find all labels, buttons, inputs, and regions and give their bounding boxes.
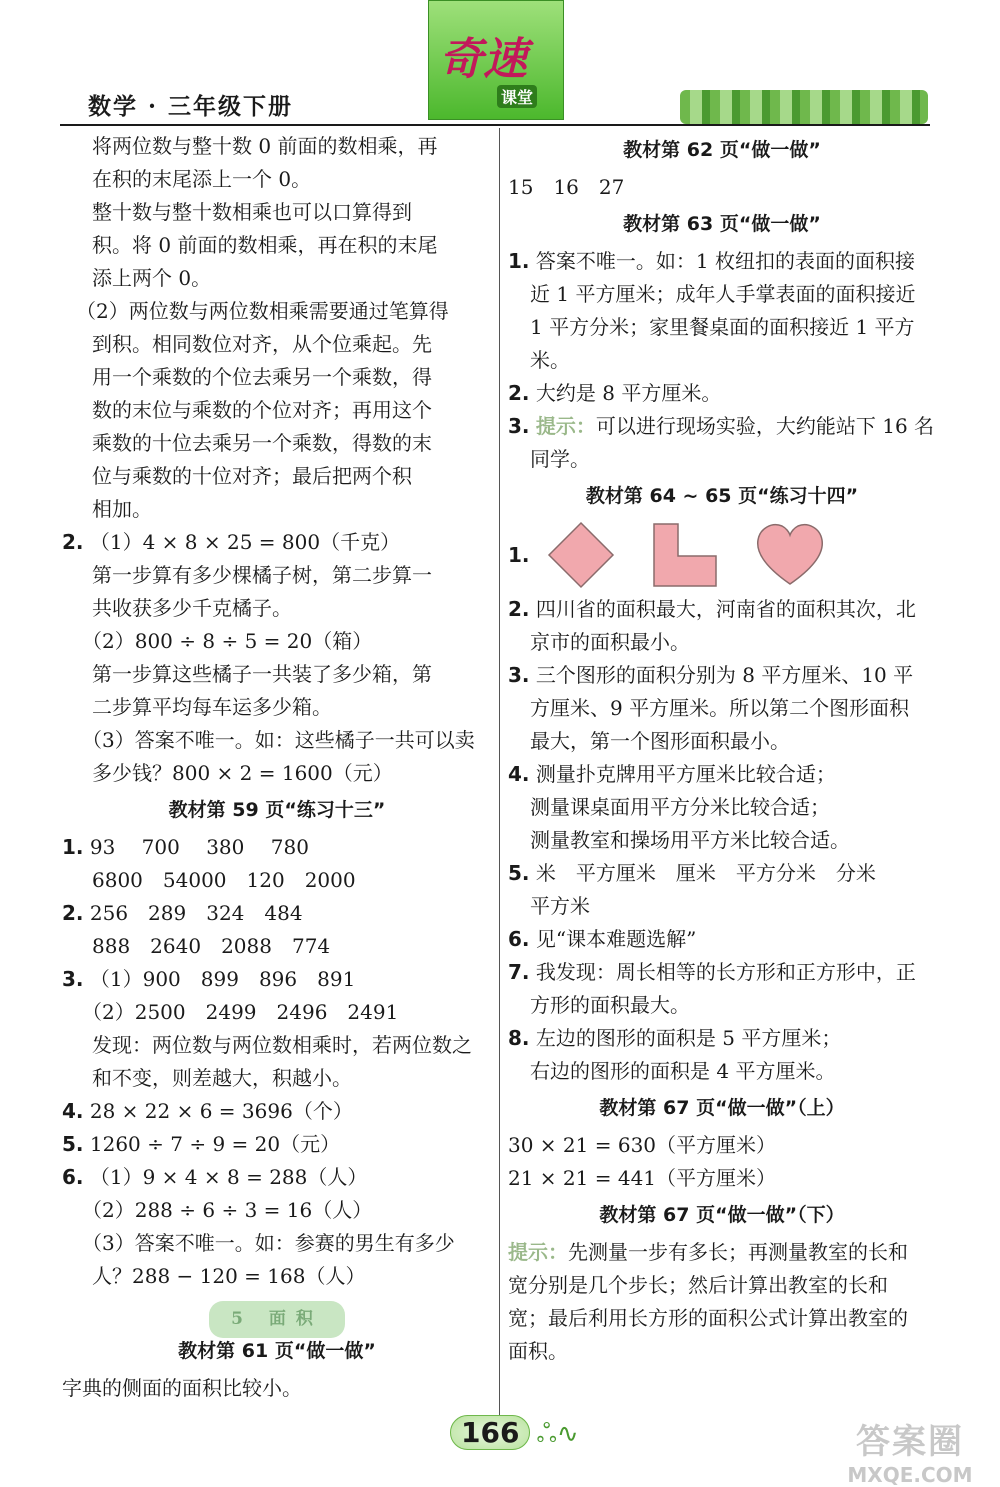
logo-text: 奇速 xyxy=(439,34,527,85)
swirl-icon: ஃ∿ xyxy=(536,1419,579,1449)
section-heading: 教材第 67 页“做一做”（上） xyxy=(599,1097,845,1119)
answer-text: 左边的图形的面积是 5 平方厘米； xyxy=(535,1026,842,1050)
chapter-heading xyxy=(62,1301,492,1331)
item-number: 5. xyxy=(62,1132,84,1156)
answer-item-4 xyxy=(62,1095,492,1128)
answer-text: 可以进行现场实验，大约能站下 16 名 xyxy=(595,414,935,438)
text-line: 平方米 xyxy=(530,894,590,918)
text-line: 将两位数与整十数 0 前面的数相乘，再 xyxy=(92,134,438,158)
text-line: 第一步算有多少棵橘子树，第二步算一 xyxy=(92,563,432,587)
text-line: （2）两位数与两位数相乘需要通过笔算得 xyxy=(76,299,449,323)
text-line: （2）2500 2499 2496 2491 xyxy=(82,1000,399,1024)
answer-text: 1260 ÷ 7 ÷ 9 = 20（元） xyxy=(89,1132,341,1156)
text-line: 发现：两位数与两位数相乘时，若两位数之 xyxy=(92,1033,472,1057)
text-line: 方厘米、9 平方厘米。所以第二个图形面积 xyxy=(530,696,910,720)
item-number: 1. xyxy=(62,835,84,859)
answer-text: 93 700 380 780 xyxy=(89,835,309,859)
answer-item-3 xyxy=(62,963,492,996)
brand-logo xyxy=(428,0,564,120)
stair-shape xyxy=(650,520,720,590)
answer-item-1 xyxy=(508,245,936,278)
text-line: 15 16 27 xyxy=(508,175,625,199)
answer-item-5 xyxy=(508,857,936,890)
hint-label: 提示： xyxy=(535,414,596,438)
diamond-shape xyxy=(546,520,616,590)
item-number: 3. xyxy=(62,967,84,991)
item-number: 6. xyxy=(62,1165,84,1189)
answer-item-6 xyxy=(62,1161,492,1194)
text-line: 多少钱？800 × 2 = 1600（元） xyxy=(92,761,393,785)
text-line: 位与乘数的十位对齐；最后把两个积 xyxy=(92,464,412,488)
text-line: 30 × 21 = 630（平方厘米） xyxy=(508,1133,777,1157)
text-line: 近 1 平方厘米；成年人手掌表面的面积接近 xyxy=(530,282,916,306)
text-line: 测量教室和操场用平方米比较合适。 xyxy=(530,828,850,852)
text-line: 最大，第一个图形面积最小。 xyxy=(530,729,790,753)
answer-text: （1）9 × 4 × 8 = 288（人） xyxy=(89,1165,368,1189)
text-line: 宽分别是几个步长；然后计算出教室的长和 xyxy=(508,1273,888,1297)
watermark-url: MXQE.COM xyxy=(847,1463,973,1487)
answer-text: 四川省的面积最大，河南省的面积其次，北 xyxy=(535,597,916,621)
answer-item-8 xyxy=(508,1022,936,1055)
answer-item-5 xyxy=(62,1128,492,1161)
text-line: 21 × 21 = 441（平方厘米） xyxy=(508,1166,777,1190)
item-number: 2. xyxy=(508,381,530,405)
text-line: 测量课桌面用平方分米比较合适； xyxy=(530,795,830,819)
page-header xyxy=(0,0,1000,128)
text-line: 京市的面积最小。 xyxy=(530,630,690,654)
page-number-value: 166 xyxy=(450,1415,530,1450)
text-line: 方形的面积最大。 xyxy=(530,993,690,1017)
text-line: 米。 xyxy=(530,348,570,372)
answer-item-6 xyxy=(508,923,936,956)
text-line: 数的末位与乘数的个位对齐；再用这个 xyxy=(92,398,432,422)
item-number: 7. xyxy=(508,960,530,984)
header-divider xyxy=(60,124,930,126)
watermark xyxy=(830,1414,990,1487)
item-number: 2. xyxy=(62,530,84,554)
hint-paragraph xyxy=(508,1236,936,1269)
answer-item-4 xyxy=(508,758,936,791)
left-column xyxy=(62,130,492,1405)
text-line: 和不变，则差越大，积越小。 xyxy=(92,1066,352,1090)
watermark-text: 答案圈 xyxy=(856,1422,964,1462)
text-line: 面积。 xyxy=(508,1339,568,1363)
text-line: （2）800 ÷ 8 ÷ 5 = 20（箱） xyxy=(82,629,373,653)
text-line: 字典的侧面的面积比较小。 xyxy=(62,1376,302,1400)
text-line: （2）288 ÷ 6 ÷ 3 = 16（人） xyxy=(82,1198,373,1222)
text-line: 用一个乘数的个位去乘另一个乘数，得 xyxy=(92,365,432,389)
text-line: （3）答案不唯一。如：这些橘子一共可以卖 xyxy=(82,728,475,752)
chapter-title: 5 面积 xyxy=(209,1301,345,1338)
text-line: 相加。 xyxy=(92,497,152,521)
text-line: 积。将 0 前面的数相乘，再在积的末尾 xyxy=(92,233,438,257)
item-number: 6. xyxy=(508,927,530,951)
answer-item-2 xyxy=(62,526,492,559)
answer-text: 256 289 324 484 xyxy=(89,901,303,925)
text-line: （3）答案不唯一。如：参赛的男生有多少 xyxy=(82,1231,455,1255)
section-heading: 教材第 64 ~ 65 页“练习十四” xyxy=(585,485,859,507)
text-line: 宽；最后利用长方形的面积公式计算出教室的 xyxy=(508,1306,908,1330)
answer-text: （1）4 × 8 × 25 = 800（千克） xyxy=(89,530,401,554)
answer-text: 28 × 22 × 6 = 3696（个） xyxy=(89,1099,353,1123)
section-heading: 教材第 62 页“做一做” xyxy=(623,139,821,161)
item-number: 1. xyxy=(508,542,530,567)
section-heading: 教材第 59 页“练习十三” xyxy=(168,799,386,821)
answer-text: （1）900 899 896 891 xyxy=(89,967,356,991)
right-column xyxy=(508,130,936,1368)
text-line: 右边的图形的面积是 4 平方厘米。 xyxy=(530,1059,836,1083)
text-line: 在积的末尾添上一个 0。 xyxy=(92,167,312,191)
item-number: 8. xyxy=(508,1026,530,1050)
item-number: 4. xyxy=(62,1099,84,1123)
hint-label: 提示： xyxy=(508,1240,568,1264)
answer-item-1 xyxy=(62,831,492,864)
item-number: 5. xyxy=(508,861,530,885)
answer-item-shapes xyxy=(508,517,936,593)
text-line: 添上两个 0。 xyxy=(92,266,212,290)
answer-text: 测量扑克牌用平方厘米比较合适； xyxy=(535,762,836,786)
answer-item-7 xyxy=(508,956,936,989)
item-number: 2. xyxy=(62,901,84,925)
item-number: 3. xyxy=(508,663,530,687)
answer-item-2b xyxy=(62,897,492,930)
answer-text: 见“课本难题选解” xyxy=(535,927,697,951)
item-number: 3. xyxy=(508,414,530,438)
decorative-band xyxy=(680,90,928,124)
heart-shape xyxy=(754,520,826,590)
answer-text: 先测量一步有多长；再测量教室的长和 xyxy=(568,1240,908,1264)
answer-text: 米 平方厘米 厘米 平方分米 分米 xyxy=(535,861,876,885)
section-heading: 教材第 61 页“做一做” xyxy=(178,1340,376,1362)
text-line: 人？288 − 120 = 168（人） xyxy=(92,1264,366,1288)
answer-text: 大约是 8 平方厘米。 xyxy=(535,381,722,405)
item-number: 1. xyxy=(508,249,530,273)
text-line: 整十数与整十数相乘也可以口算得到 xyxy=(92,200,412,224)
logo-subtext: 课堂 xyxy=(497,85,537,108)
text-line: 共收获多少千克橘子。 xyxy=(92,596,292,620)
shape-group xyxy=(546,520,826,590)
answer-text: 我发现：周长相等的长方形和正方形中，正 xyxy=(535,960,916,984)
text-line: 1 平方分米；家里餐桌面的面积接近 1 平方 xyxy=(530,315,915,339)
answer-text: 三个图形的面积分别为 8 平方厘米、10 平 xyxy=(535,663,914,687)
section-heading: 教材第 63 页“做一做” xyxy=(623,213,821,235)
text-line: 6800 54000 120 2000 xyxy=(92,868,356,892)
text-line: 888 2640 2088 774 xyxy=(92,934,331,958)
answer-item-2 xyxy=(508,377,936,410)
text-line: 第一步算这些橘子一共装了多少箱，第 xyxy=(92,662,432,686)
text-line: 同学。 xyxy=(530,447,590,471)
item-number: 2. xyxy=(508,597,530,621)
text-line: 乘数的十位去乘另一个乘数，得数的末 xyxy=(92,431,432,455)
answer-item-3 xyxy=(508,410,936,443)
answer-text: 答案不唯一。如：1 枚纽扣的表面的面积接 xyxy=(535,249,915,273)
text-line: 二步算平均每车运多少箱。 xyxy=(92,695,332,719)
answer-item-3b xyxy=(508,659,936,692)
text-line: 到积。相同数位对齐，从个位乘起。先 xyxy=(92,332,432,356)
answer-item-2b xyxy=(508,593,936,626)
item-number: 4. xyxy=(508,762,530,786)
page-number xyxy=(450,1416,579,1452)
section-heading: 教材第 67 页“做一做”（下） xyxy=(599,1204,845,1226)
book-title: 数学 · 三年级下册 xyxy=(88,93,294,120)
column-divider xyxy=(499,128,500,1418)
